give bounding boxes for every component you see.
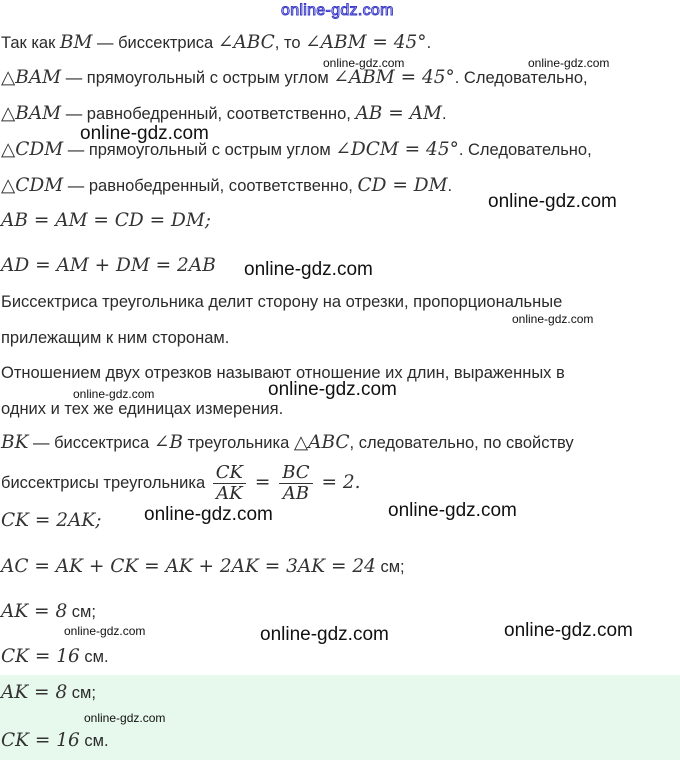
fraction-numerator: BC [282,462,310,484]
fraction-numerator: CK [215,462,243,484]
math-angle-b: ∠B [153,432,183,453]
math-triangle-abc: △ABC [293,432,350,453]
fraction-denominator: AB [279,483,312,504]
text-segment: — биссектриса [28,434,154,452]
math-equality-chain: AB = AM = CD = DM; [1,210,212,231]
text-segment: , то [274,34,306,52]
math-bk: BK [1,432,29,453]
text-line-13 [1,458,680,508]
math-ak-value: AK = 8 [1,682,68,703]
text-segment: . Следовательно, [458,141,592,159]
math-triangle-bam: △BAM [1,103,62,124]
text-line-1 [1,33,680,53]
text-segment: — прямоугольный с острым углом [63,141,336,159]
text-segment: . [447,177,453,195]
text-segment: треугольника [182,434,294,452]
math-angle-abm: ∠ABM = 45° [305,32,427,53]
watermark: online-gdz.com [512,312,594,326]
math-cd-dm: CD = DM [357,175,448,196]
text-line-9 [1,328,680,348]
math-ck-value: CK = 16 [1,646,80,667]
watermark: online-gdz.com [268,379,397,400]
fraction-ck-ak [213,463,246,504]
math-bm: BM [59,32,93,53]
answer-line-ak [1,683,680,703]
text-segment: Отношением двух отрезков называют отношение их длин, выраженных в [1,364,565,382]
watermark: online-gdz.com [488,191,617,212]
watermark-top: online-gdz.com [281,2,394,19]
text-segment: — прямоугольный с острым углом [61,69,334,87]
text-segment: — равнобедренный, соответственно, [63,177,358,195]
math-ck-value: CK = 16 [1,730,80,751]
text-segment: . [441,105,447,123]
math-equals-two: = 2. [315,472,361,493]
math-angle-dcm: ∠DCM = 45° [335,139,459,160]
math-angle-abm: ∠ABM = 45° [333,67,455,88]
unit-text: см; [67,684,96,702]
text-segment: — равнобедренный, соответственно, [61,105,356,123]
text-line-16 [1,602,680,622]
text-segment: . [426,34,432,52]
watermark: online-gdz.com [73,387,155,401]
math-equals: = [248,472,277,493]
watermark: online-gdz.com [388,500,517,521]
math-ak-value: AK = 8 [1,601,68,622]
text-segment: прилежащим к ним сторонам. [1,329,230,347]
unit-text: см; [375,558,405,576]
watermark: online-gdz.com [323,56,405,70]
fraction-denominator: AK [213,483,246,504]
answer-line-ck [1,731,680,751]
watermark: online-gdz.com [244,259,373,280]
text-segment: , следовательно, по свойству [349,434,574,452]
fraction-bc-ab [279,463,312,504]
text-segment: Так как [1,34,60,52]
text-line-17 [1,647,680,667]
unit-text: см. [79,732,109,750]
math-triangle-bam: △BAM [1,67,62,88]
watermark: online-gdz.com [144,504,273,525]
text-line-8 [1,292,680,312]
text-line-12 [1,433,680,453]
text-segment: . Следовательно, [454,69,588,87]
watermark: online-gdz.com [84,711,166,725]
watermark: online-gdz.com [80,123,209,144]
math-ad-sum: AD = AM + DM = 2AB [1,255,216,276]
math-triangle-cdm: △CDM [1,175,64,196]
math-ck-2ak: CK = 2AK; [1,510,102,531]
watermark: online-gdz.com [528,56,610,70]
text-segment: одних и тех же единицах измерения. [1,400,284,418]
watermark: online-gdz.com [64,624,146,638]
watermark: online-gdz.com [260,624,389,645]
text-segment: — биссектриса [92,34,218,52]
unit-text: см. [79,648,109,666]
text-line-2 [1,68,680,88]
watermark: online-gdz.com [504,620,633,641]
math-ac-sum: AC = AK + CK = AK + 2AK = 3AK = 24 [1,556,376,577]
text-line-11 [1,399,680,419]
math-ab-am: AB = AM [355,103,442,124]
math-triangle-cdm: △CDM [1,139,64,160]
text-line-14 [1,511,680,531]
text-segment: Биссектриса треугольника делит сторону на отрезки, пропорциональные [1,293,563,311]
math-angle-abc: ∠ABC [217,32,275,53]
answer-block [0,675,680,760]
text-line-4 [1,140,680,160]
text-segment: биссектрисы треугольника [1,474,210,492]
text-line-6 [1,211,680,231]
text-line-3 [1,104,680,124]
text-line-15 [1,557,680,577]
unit-text: см; [67,603,96,621]
